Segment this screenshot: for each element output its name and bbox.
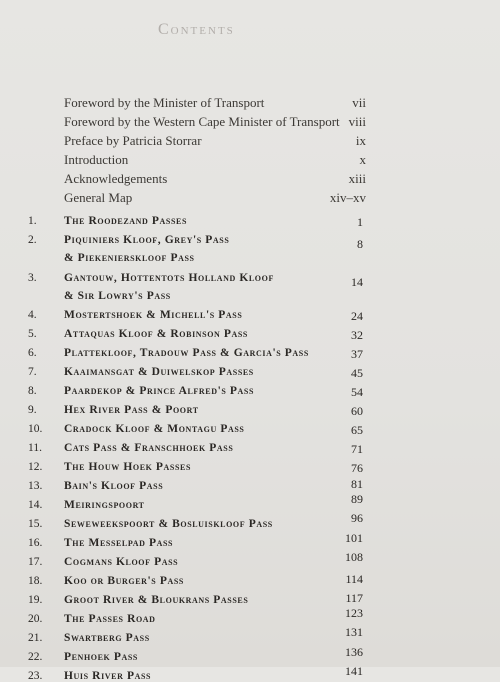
chapter-title: Groot River & Bloukrans Passes (64, 594, 249, 606)
chapter-page: 54 (351, 385, 363, 399)
chapter-number: 11. (28, 442, 42, 454)
chapter-title: The Messelpad Pass (64, 537, 174, 549)
chapter-page: 37 (351, 347, 363, 361)
chapter-title: Plattekloof, Tradouw Pass & Garcia's Pass (64, 347, 309, 359)
chapter-title: The Roodezand Passes (64, 215, 187, 227)
chapter-page: 131 (345, 625, 363, 639)
chapter-page: 96 (351, 511, 363, 525)
front-matter-list (64, 95, 364, 209)
chapter-title-continued: & Sir Lowry's Pass (64, 290, 171, 302)
front-matter-label: General Map (64, 190, 133, 205)
chapter-title: Kaaimansgat & Duiwelskop Passes (64, 366, 254, 378)
chapter-page: 101 (345, 531, 363, 545)
chapter-number: 10. (28, 423, 43, 435)
chapter-page: 60 (351, 404, 363, 418)
chapter-title: Penhoek Pass (64, 651, 138, 663)
chapter-number: 12. (28, 461, 43, 473)
chapter-title: Hex River Pass & Poort (64, 404, 199, 416)
chapter-page: 8 (357, 237, 363, 251)
chapter-page: 123 (345, 606, 363, 620)
chapter-page: 76 (351, 461, 363, 475)
chapter-number: 1. (28, 215, 37, 227)
chapter-page: 45 (351, 366, 363, 380)
chapter-number: 9. (28, 404, 37, 416)
chapter-number: 23. (28, 670, 43, 682)
chapter-number: 21. (28, 632, 43, 644)
front-matter-label: Foreword by the Western Cape Minister of Transport (64, 114, 340, 129)
chapter-page: 114 (345, 572, 363, 586)
chapter-number: 19. (28, 594, 43, 606)
front-matter-page: ix (355, 133, 366, 148)
chapter-number: 15. (28, 518, 43, 530)
chapter-title: Cogmans Kloof Pass (64, 556, 179, 568)
chapter-title: Meiringspoort (64, 499, 145, 511)
page-title: Contents (158, 21, 235, 38)
front-matter-item (64, 190, 364, 209)
chapter-title: Huis River Pass (64, 670, 152, 682)
front-matter-page: viii (348, 114, 366, 129)
chapter-title: Paardekop & Prince Alfred's Pass (64, 385, 255, 397)
chapter-title: The Passes Road (64, 613, 156, 625)
chapter-number: 8. (28, 385, 37, 397)
chapter-number: 16. (28, 537, 43, 549)
chapter-number: 4. (28, 309, 37, 321)
chapter-title: The Houw Hoek Passes (64, 461, 192, 473)
chapter-page: 89 (351, 492, 363, 506)
front-matter-page: vii (352, 95, 366, 110)
chapter-title: Mostertshoek & Michell's Pass (64, 309, 243, 321)
front-matter-page: xiv–xv (329, 190, 366, 205)
chapter-page: 71 (351, 442, 363, 456)
chapter-number: 6. (28, 347, 37, 359)
chapter-number: 5. (28, 328, 37, 340)
chapter-page: 108 (345, 550, 363, 564)
front-matter-label: Introduction (64, 152, 129, 167)
chapter-number: 7. (28, 366, 37, 378)
chapter-title: Koo or Burger's Pass (64, 575, 184, 587)
chapter-title: Cats Pass & Franschhoek Pass (64, 442, 234, 454)
front-matter-item (64, 114, 364, 133)
chapter-number: 14. (28, 499, 43, 511)
chapter-page: 14 (351, 275, 363, 289)
chapter-title: Seweweekspoort & Bosluiskloof Pass (64, 518, 273, 530)
chapter-title: Attaquas Kloof & Robinson Pass (64, 328, 248, 340)
chapter-number: 22. (28, 651, 43, 663)
chapter-number: 17. (28, 556, 43, 568)
chapter-page: 24 (351, 309, 363, 323)
chapter-page: 1 (357, 215, 363, 229)
chapter-title: Swartberg Pass (64, 632, 150, 644)
chapter-number: 3. (28, 272, 37, 284)
chapter-number: 13. (28, 480, 43, 492)
front-matter-item (64, 133, 364, 152)
front-matter-item (64, 95, 364, 114)
chapter-number: 20. (28, 613, 43, 625)
front-matter-page: x (359, 152, 366, 167)
chapter-page: 32 (351, 328, 363, 342)
front-matter-label: Preface by Patricia Storrar (64, 133, 202, 148)
chapter-title: Cradock Kloof & Montagu Pass (64, 423, 245, 435)
front-matter-item (64, 171, 364, 190)
front-matter-label: Acknowledgements (64, 171, 168, 186)
front-matter-label: Foreword by the Minister of Transport (64, 95, 265, 110)
chapter-page: 141 (345, 664, 363, 678)
chapter-title: Gantouw, Hottentots Holland Kloof (64, 272, 274, 284)
chapter-title-continued: & Piekenierskloof Pass (64, 252, 195, 264)
chapter-page: 81 (351, 477, 363, 491)
chapter-title: Piquiniers Kloof, Grey's Pass (64, 234, 230, 246)
chapter-number: 18. (28, 575, 43, 587)
chapter-page: 65 (351, 423, 363, 437)
front-matter-page: xiii (348, 171, 366, 186)
chapter-title: Bain's Kloof Pass (64, 480, 164, 492)
front-matter-item (64, 152, 364, 171)
chapter-page: 117 (345, 591, 363, 605)
chapter-number: 2. (28, 234, 37, 246)
chapter-page: 136 (345, 645, 363, 659)
